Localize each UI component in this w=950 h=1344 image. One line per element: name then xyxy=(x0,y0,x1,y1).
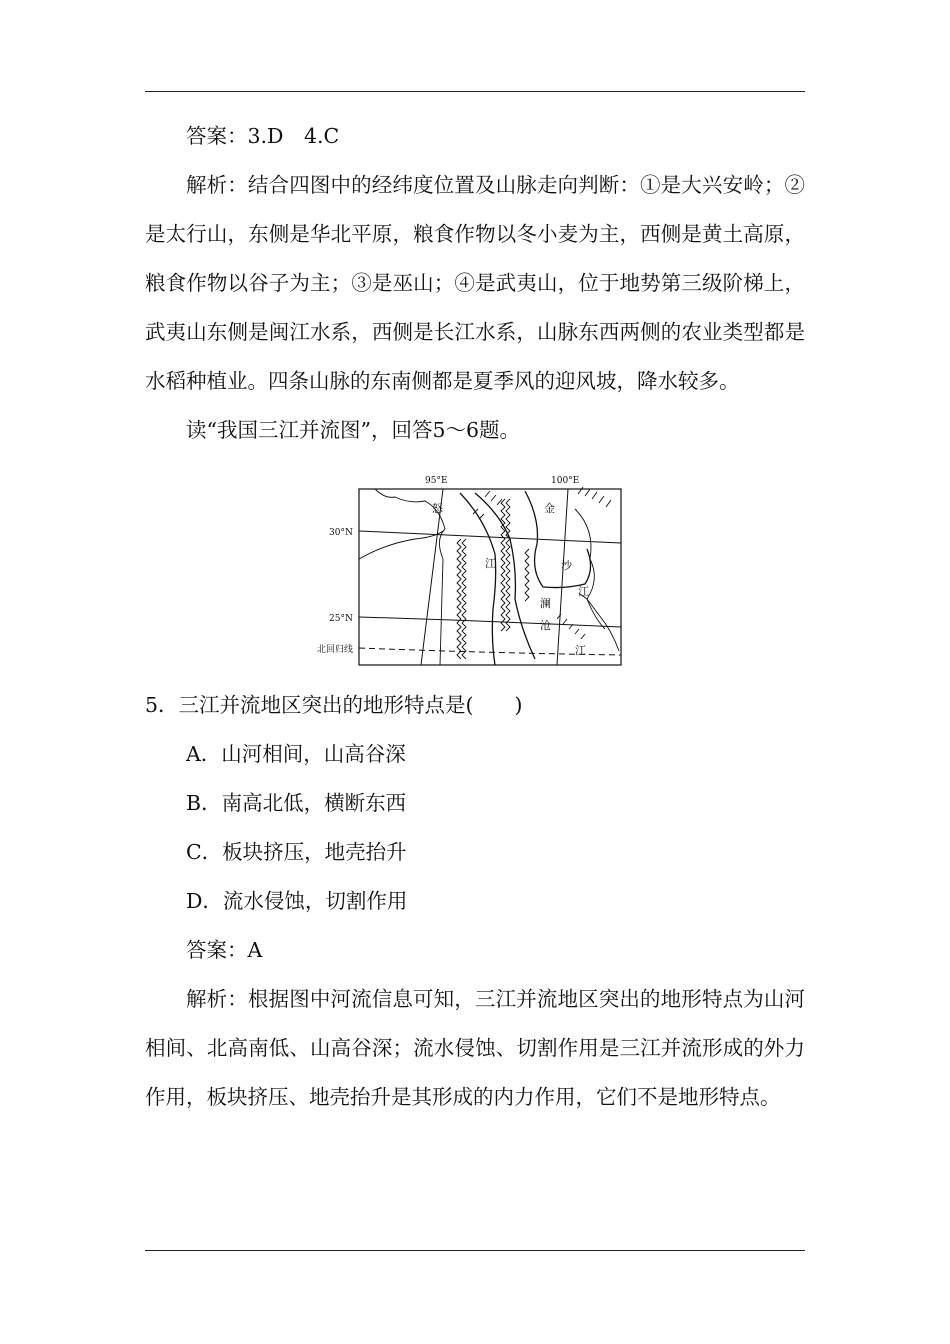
tropic-label: 北回归线 xyxy=(317,645,354,655)
river-label-nu-jiang: 江 xyxy=(485,557,496,570)
mountain-ranges xyxy=(457,487,619,659)
option-b: B．南高北低，横断东西 xyxy=(186,791,407,815)
nu-river xyxy=(460,493,496,665)
lon-100-label: 100°E xyxy=(551,476,580,486)
mountain-hatch-ne xyxy=(578,487,611,507)
river-label-jinsha-jiang: 江 xyxy=(578,585,589,598)
river-label-nu: 怒 xyxy=(432,502,443,515)
header-rule xyxy=(145,91,805,92)
boundary-1 xyxy=(375,489,445,665)
answer-5: 答案：A xyxy=(186,938,263,962)
lon-95-label: 95°E xyxy=(425,476,448,486)
question-stem: 5．三江并流地区突出的地形特点是( ) xyxy=(145,693,523,717)
river-label-lancang-jiang: 江 xyxy=(575,644,586,657)
meridian-100 xyxy=(557,489,568,665)
parallel-25 xyxy=(359,617,621,627)
map-figure xyxy=(317,469,625,669)
answer-3-4: 答案：3.D 4.C xyxy=(186,124,340,148)
analysis-3-4: 解析：结合四图中的经纬度位置及山脉走向判断：①是大兴安岭；②是太行山，东侧是华北平原，粮食作物以冬小麦为主，西侧是黄土高原，粮食作物以谷子为主；③是巫山；④是武夷山，位于地势第三级阶梯上，武夷山东侧是闽江水系，西侧是长江水系，山脉东西两侧的农业类型都是水稻种植业。四条山脉的东南侧都是夏季风的迎风坡，降水较多。 xyxy=(145,173,805,393)
parallel-30 xyxy=(359,531,621,543)
lat-30-label: 30°N xyxy=(329,528,353,538)
option-d: D．流水侵蚀，切割作用 xyxy=(186,889,408,913)
mountain-range-3 xyxy=(525,549,529,601)
river-label-jin: 金 xyxy=(544,502,555,515)
mountain-range-1 xyxy=(457,539,461,659)
document-body xyxy=(145,112,805,1122)
option-c: C．板块挤压，地壳抬升 xyxy=(186,840,407,864)
river-label-sha: 沙 xyxy=(561,559,572,572)
option-a: A．山河相间，山高谷深 xyxy=(186,742,406,766)
mountain-range-2 xyxy=(501,499,505,631)
lat-25-label: 25°N xyxy=(329,614,353,624)
analysis-5: 解析：根据图中河流信息可知，三江并流地区突出的地形特点为山河相间、北高南低、山高谷深；流水侵蚀、切割作用是三江并流形成的外力作用，板块挤压、地壳抬升是其形成的内力作用，它们不是地形特点。 xyxy=(145,987,805,1109)
three-rivers-map xyxy=(145,469,805,669)
river-label-cang: 沧 xyxy=(540,619,551,632)
question-prompt: 读“我国三江并流图”，回答5～6题。 xyxy=(186,418,521,442)
footer-rule xyxy=(145,1250,805,1251)
boundary-2 xyxy=(359,531,443,559)
mountain-hatch-s xyxy=(557,614,585,639)
river-label-lan: 澜 xyxy=(540,597,551,610)
